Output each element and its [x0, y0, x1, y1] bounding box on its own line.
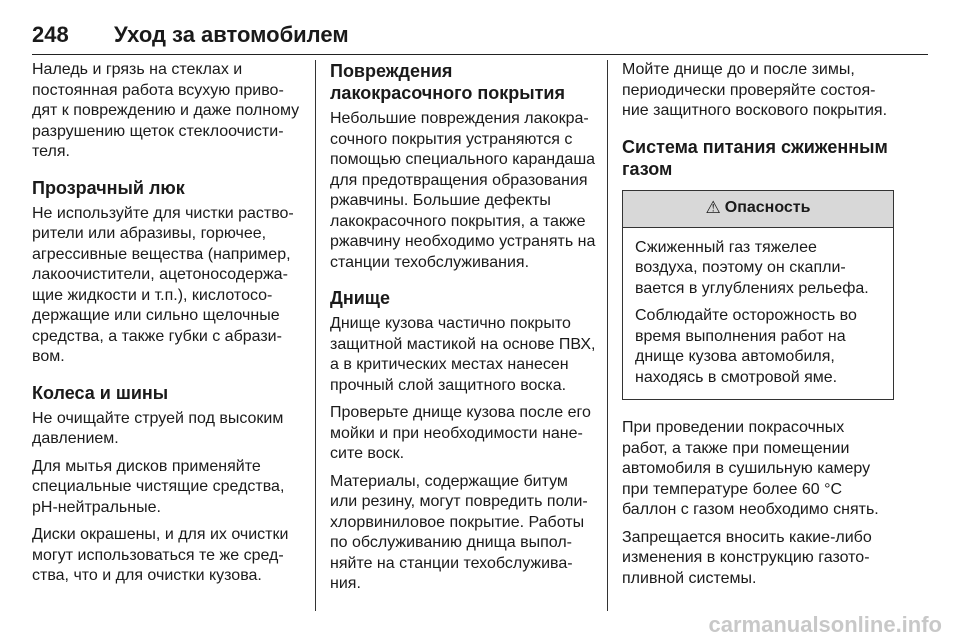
column-3 — [622, 60, 894, 596]
warning-triangle-icon: ⚠ — [705, 198, 721, 218]
page-header — [32, 14, 928, 55]
page-number: 248 — [32, 22, 69, 47]
section-heading-underbody: Днище — [330, 288, 390, 308]
danger-box — [622, 190, 894, 401]
paragraph: Для мытья дисков применяйте специальные чистящие средства, pH-нейтральные. — [32, 457, 285, 516]
column-1 — [32, 60, 300, 594]
paragraph: Сжиженный газ тяжелее воздуха, поэтому он скапливается в углублениях рельефа. — [635, 238, 869, 297]
danger-title: Опасность — [724, 199, 811, 217]
watermark: carmanualsonline.info — [708, 612, 942, 637]
paragraph: Наледь и грязь на стеклах и постоянная работа всухую приводят к повреждению и даже полному разрушению щеток стеклоочистителя. — [32, 61, 300, 160]
danger-header — [623, 191, 893, 228]
paragraph: Запрещается вносить какие-либо изменения в конструкцию газотопливной системы. — [622, 528, 872, 587]
paragraph: Небольшие повреждения лакокрасочного покрытия устраняются с помощью специального карандаша для предотвращения образования ржавчины. Большие дефекты лакокрасочного покрытия, а также ржавчину необходимо устранять на станции техобслуживания. — [330, 110, 596, 271]
section-heading-sunroof: Прозрачный люк — [32, 177, 185, 198]
paragraph: Не очищайте струей под высоким давлением. — [32, 409, 284, 447]
paragraph: Мойте днище до и после зимы, периодически проверяйте состояние защитного воскового покрытия. — [622, 61, 888, 119]
paragraph: Соблюдайте осторожность во время выполнения работ на днище кузова автомобиля, находясь в смотровой яме. — [635, 307, 857, 386]
paragraph: Материалы, содержащие битум или резину, могут повредить полихлорвиниловое покрытие. Работы по обслуживанию днища выполняйте на станции техобслуживания. — [330, 472, 588, 592]
column-2 — [330, 60, 596, 602]
section-heading-lpg: Система питания сжиженным газом — [622, 136, 888, 179]
column-divider — [607, 60, 608, 611]
section-heading-wheels: Колеса и шины — [32, 382, 169, 403]
paragraph: При проведении покрасочных работ, а также при помещении автомобиля в сушильную камеру при температуре более 60 °C баллон с газом необходимо снять. — [622, 419, 879, 518]
paragraph: Не используйте для чистки растворители или абразивы, горючее, агрессивные вещества (например, лакоочистители, ацетоносодержащие жидкости и т.п.), кислотосодержащие или сильно щелочные средства, а также губки с абразивом. — [32, 204, 294, 365]
page-title: Уход за автомобилем — [114, 22, 349, 47]
column-divider — [315, 60, 316, 611]
danger-body — [623, 228, 893, 400]
paragraph: Проверьте днище кузова после его мойки и при необходимости нанесите воск. — [330, 404, 591, 462]
paragraph: Днище кузова частично покрыто защитной мастикой на основе ПВХ, а в критических местах нанесен прочный слой защитного воска. — [330, 315, 596, 394]
paragraph: Диски окрашены, и для их очистки могут использоваться те же средства, что и для очистки кузова. — [32, 526, 289, 584]
section-heading-paint: Повреждения лакокрасочного покрытия — [330, 61, 565, 103]
